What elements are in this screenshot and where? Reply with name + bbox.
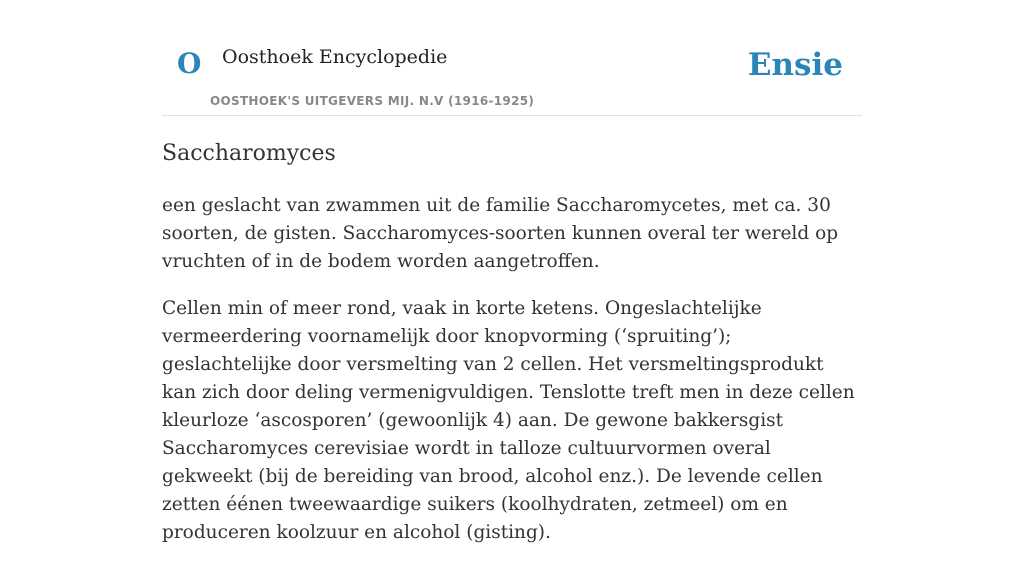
ensie-brand-link[interactable]: Ensie bbox=[747, 47, 843, 83]
entry-title: Saccharomyces bbox=[162, 141, 336, 166]
logo-letter-o[interactable]: O bbox=[177, 47, 202, 80]
entry-paragraph: Cellen min of meer rond, vaak in korte ketens. Ongeslachtelijke vermeerdering voornamelijk door knopvorming (‘spruiting’); geslachtelijke door versmelting van 2 cellen. Het versmeltingsprodukt kan zich door deling vermenigvuldigen. Tenslotte treft men in deze cellen kleurloze ‘ascosporen’ (gewoonlijk 4) aan. De gewone bakkersgist Saccharomyces cerevisiae wordt in talloze cultuurvormen overal gekweekt (bij de bereiding van brood, alcohol enz.). De levende cellen zetten éénen tweewaardige suikers (koolhydraten, zetmeel) om en produceren koolzuur en alcohol (gisting). bbox=[162, 298, 855, 543]
entry-body bbox=[162, 192, 862, 566]
entry-paragraph: een geslacht van zwammen uit de familie Saccharomycetes, met ca. 30 soorten, de gisten. Saccharomyces-soorten kunnen overal ter wereld op vruchten of in de bodem worden aangetroffen. bbox=[162, 195, 839, 272]
site-title[interactable]: Oosthoek Encyclopedie bbox=[222, 46, 448, 68]
site-header bbox=[162, 0, 862, 116]
publisher-subtitle: OOSTHOEK'S UITGEVERS MIJ. N.V (1916-1925) bbox=[210, 94, 535, 108]
page-container bbox=[162, 0, 862, 543]
